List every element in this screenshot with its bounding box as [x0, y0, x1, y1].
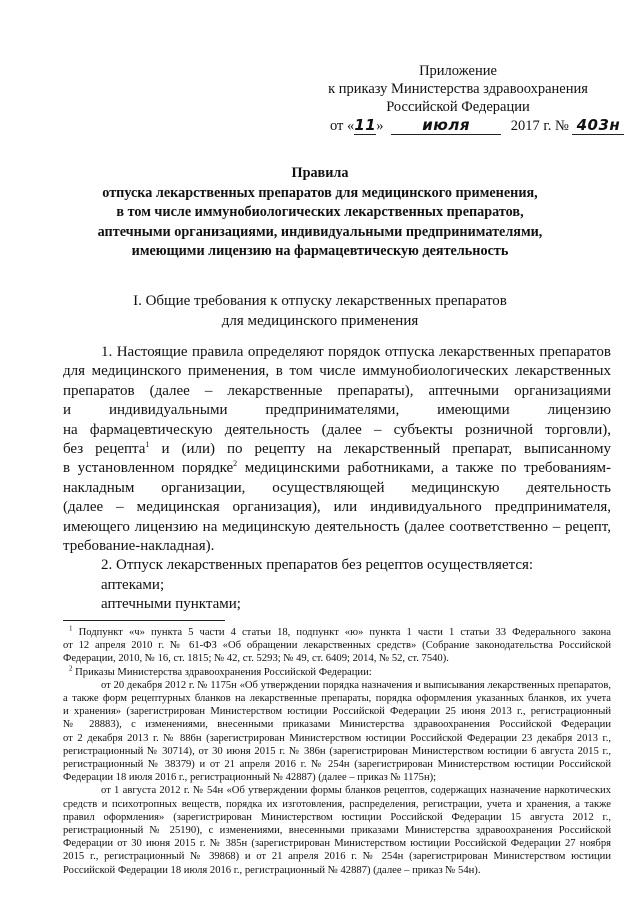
list-item: аптечными пунктами;	[101, 596, 241, 613]
paragraph-line	[63, 440, 611, 459]
footnote-line	[63, 666, 611, 679]
order-date-line	[330, 116, 630, 135]
footnote-line: регистрационный № 38379) и от 21 апреля 2016 г. № 254н (зарегистрирован Министерством юстиции Российской	[63, 759, 611, 771]
title-line: имеющими лицензию на фармацевтическую деятельность	[131, 243, 509, 259]
section-heading	[60, 292, 580, 331]
section-heading-line: I. Общие требования к отпуску лекарственных препаратов	[133, 293, 507, 309]
footnote-line: регистрационный № 25190), с изменениями, внесенными приказами Министерства здравоохранения Российской	[63, 825, 611, 837]
text-fragment: в установленном порядке	[63, 460, 234, 477]
paragraph-line: накладным организации, осуществляющей медицинскую деятельность	[63, 479, 611, 496]
footnote-ref-1: 1	[145, 440, 150, 450]
footnote-line: а также форм рецептурных бланков на лекарственные препараты, порядка оформления указанных бланков, их учета	[63, 693, 611, 705]
handwritten-day: 11	[354, 116, 377, 134]
paragraph-line: препаратов (далее – лекарственные препараты), аптечными организациями	[63, 382, 611, 399]
handwritten-order-number: 403н	[572, 116, 624, 135]
paragraph-line: требование-накладная).	[63, 538, 215, 555]
title-line: в том числе иммунобиологических лекарственных препаратов,	[116, 204, 524, 220]
body-text	[63, 343, 611, 615]
text-fragment: Подпункт «ч» пункта 5 части 4 статьи 18, подпункт «ю» пункта 1 части 1 статьи 33 Федерального закона	[78, 627, 611, 638]
footnote-line: Российской Федерации 18 июля 2016 г., регистрационный № 42887) (далее – приказ № 54н).	[63, 864, 481, 876]
footnote-line: Федерации, 2010, № 16, ст. 1815; № 42, ст. 5293; № 49, ст. 6409; 2014, № 52, ст. 7540).	[63, 653, 449, 665]
appendix-label: Приложение	[419, 63, 497, 79]
text-fragment: без рецепта	[63, 441, 146, 458]
title-line: отпуска лекарственных препаратов для медицинского применения,	[102, 184, 538, 201]
date-sep: »	[376, 118, 384, 134]
footnote-line: от 1 августа 2012 г. № 54н «Об утверждении формы бланков рецептов, содержащих назначение наркотических	[101, 785, 611, 797]
footnote-line: Федерации от 30 июня 2015 г. № 385н (зарегистрирован Министерством юстиции Российской Федерации 27 ноября	[63, 838, 611, 850]
year-and-number-label: 2017 г. №	[510, 118, 569, 134]
footnote-separator	[63, 620, 225, 621]
footnote-line: средств и психотропных веществ, порядка их изготовления, распределения, регистрации, учета и хранения, а также	[63, 798, 611, 810]
footnote-line: регистрационный № 30714), от 30 июня 2015 г. № 386н (зарегистрирован Министерством юстиции 6 августа 2015 г.,	[63, 745, 611, 757]
appendix-country: Российской Федерации	[386, 99, 530, 115]
rules-title	[60, 164, 580, 262]
footnote-line: Федерации 18 июля 2016 г., регистрационный № 42887) (далее – приказ № 1175н);	[63, 772, 437, 784]
text-fragment: медицинскими работниками, а также по требованиям-	[244, 460, 611, 477]
footnote-ref-2: 2	[233, 459, 238, 469]
footnote-line: от 20 декабря 2012 г. № 1175н «Об утверждении порядка назначения и выписывания лекарственных препаратов,	[101, 679, 611, 691]
footnote-line: от 2 декабря 2013 г. № 886н (зарегистрирован Министерством юстиции Российской Федерации 23 декабря 2013 г.,	[63, 732, 611, 744]
footnotes	[63, 626, 611, 877]
footnote-mark-1: 1	[69, 624, 73, 633]
text-fragment: Приказы Министерства здравоохранения Российской Федерации:	[75, 666, 372, 678]
footnote-line: от 12 апреля 2010 г. № 61-ФЗ «Об обращении лекарственных средств» (Собрание законодательства Российской	[63, 640, 611, 652]
paragraph-line: для медицинского применения, в том числе иммунобиологических лекарственных	[63, 363, 611, 380]
list-item: аптеками;	[101, 576, 165, 593]
paragraph-line: (далее – медицинская организация), или индивидуального предпринимателя,	[63, 499, 611, 516]
footnote-line: и хранения» (зарегистрирован Министерством юстиции Российской Федерации 25 июня 2013 г., регистрационный	[63, 706, 611, 718]
paragraph-line: 1. Настоящие правила определяют порядок отпуска лекарственных препаратов	[101, 344, 611, 360]
text-fragment: и (или) по рецепту на лекарственный препарат, выписанному	[161, 441, 611, 458]
paragraph-line	[63, 459, 611, 478]
title-line: Правила	[291, 165, 349, 181]
appendix-header	[300, 62, 616, 116]
appendix-ministry: к приказу Министерства здравоохранения	[328, 81, 588, 97]
footnote-mark-2: 2	[69, 664, 73, 673]
paragraph-line: и индивидуальными предпринимателями, имеющими лицензию	[63, 402, 611, 419]
handwritten-month: июля	[391, 116, 501, 135]
footnote-line: правил оформления» (зарегистрирован Министерством юстиции Российской Федерации 15 августа 2012 г.,	[63, 811, 611, 823]
footnote-line: 2015 г., регистрационный № 39868) и от 21 апреля 2016 г. № 254н (зарегистрирован Министерством юстиции	[63, 851, 611, 863]
date-prefix: от «	[330, 118, 355, 134]
footnote-line	[63, 626, 611, 639]
paragraph-line: на фармацевтическую деятельность (далее – субъекты розничной торговли),	[63, 421, 611, 438]
footnote-line: № 28883), с изменениями, внесенными приказами Министерства здравоохранения Российской Федерации	[63, 719, 611, 731]
paragraph-line: имеющего лицензию на медицинскую деятельность (далее соответственно – рецепт,	[63, 518, 611, 535]
section-heading-line: для медицинского применения	[221, 312, 419, 329]
title-line: аптечными организациями, индивидуальными предпринимателями,	[97, 223, 543, 240]
paragraph-line: 2. Отпуск лекарственных препаратов без рецептов осуществляется:	[101, 557, 534, 574]
